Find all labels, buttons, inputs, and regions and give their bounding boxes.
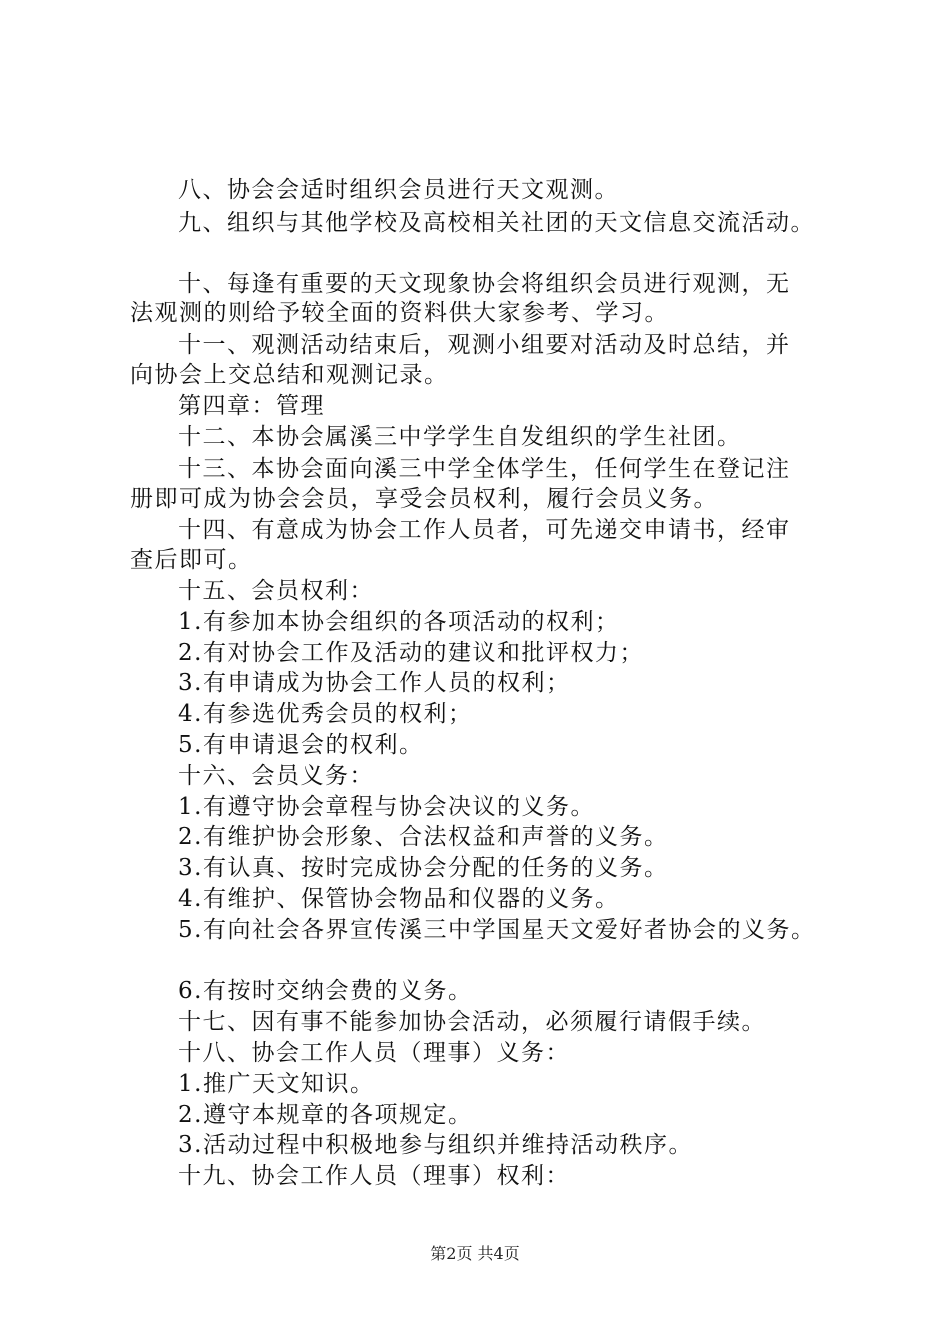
paragraph-line: 十、每逢有重要的天文现象协会将组织会员进行观测，无 [178,271,791,297]
paragraph-line: 法观测的则给予较全面的资料供大家参考、学习。 [130,300,669,326]
list-item: 4.有参选优秀会员的权利； [178,701,473,727]
list-item: 3.有申请成为协会工作人员的权利； [178,670,571,696]
paragraph-line: 九、组织与其他学校及高校相关社团的天文信息交流活动。 [178,210,815,236]
paragraph-line: 十六、会员义务： [178,763,374,789]
paragraph-line: 十八、协会工作人员（理事）义务： [178,1040,570,1066]
list-item: 6.有按时交纳会费的义务。 [178,978,473,1004]
paragraph-line: 十二、本协会属溪三中学学生自发组织的学生社团。 [178,424,742,450]
list-item: 2.有维护协会形象、合法权益和声誉的义务。 [178,824,669,850]
paragraph-line: 十五、会员权利： [178,578,374,604]
paragraph-line: 十四、有意成为协会工作人员者，可先递交申请书，经审 [178,517,791,543]
list-item: 1.有遵守协会章程与协会决议的义务。 [178,794,595,820]
list-item: 4.有维护、保管协会物品和仪器的义务。 [178,886,620,912]
paragraph-line: 八、协会会适时组织会员进行天文观测。 [178,177,619,203]
list-item: 3.活动过程中积极地参与组织并维持活动秩序。 [178,1132,693,1158]
page-footer: 第2页 共4页 [430,1244,520,1263]
list-item: 2.有对协会工作及活动的建议和批评权力； [178,640,644,666]
list-item: 1.有参加本协会组织的各项活动的权利； [178,609,620,635]
list-item: 2.遵守本规章的各项规定。 [178,1102,473,1128]
paragraph-line: 十七、因有事不能参加协会活动，必须履行请假手续。 [178,1009,766,1035]
paragraph-line: 查后即可。 [130,547,253,573]
list-item: 1.推广天文知识。 [178,1071,375,1097]
paragraph-line: 十九、协会工作人员（理事）权利： [178,1163,570,1189]
list-item: 5.有向社会各界宣传溪三中学国星天文爱好者协会的义务。 [178,917,816,943]
paragraph-line: 册即可成为协会会员，享受会员权利，履行会员义务。 [130,486,718,512]
chapter-heading: 第四章：管理 [178,393,325,419]
paragraph-line: 十一、观测活动结束后，观测小组要对活动及时总结，并 [178,332,791,358]
paragraph-line: 十三、本协会面向溪三中学全体学生，任何学生在登记注 [178,456,791,482]
paragraph-line: 向协会上交总结和观测记录。 [130,362,449,388]
list-item: 5.有申请退会的权利。 [178,732,424,758]
list-item: 3.有认真、按时完成协会分配的任务的义务。 [178,855,669,881]
